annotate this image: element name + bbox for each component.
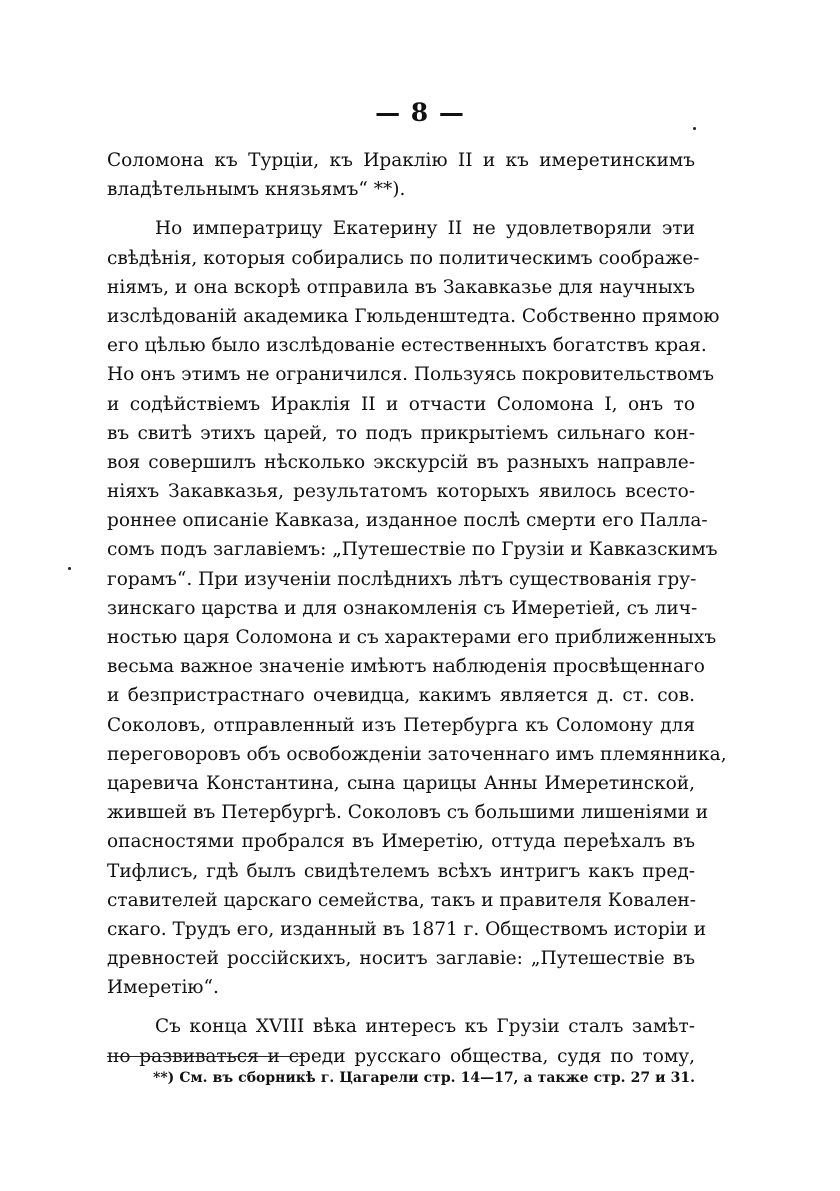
text-line: скаго. Трудъ его, изданный въ 1871 г. Обществомъ исторіи и: [107, 918, 707, 940]
text-line: владѣтельнымъ князьямъ“ **).: [107, 179, 406, 201]
text-line: ставителей царскаго семейства, такъ и правителя Ковален-: [107, 889, 696, 911]
text-line: сомъ подъ заглавіемъ: „Путешествіе по Грузіи и Кавказскимъ: [107, 539, 718, 561]
text-line: древностей россійскихъ, носитъ заглавіе: „Путешествіе въ: [107, 948, 695, 970]
text-line: ностью царя Соломона и съ характерами его приближенныхъ: [107, 627, 717, 648]
text-line: Тифлисъ, гдѣ былъ свидѣтелемъ всѣхъ интригъ какъ пред-: [107, 860, 695, 882]
footnote: **) См. въ сборникѣ г. Цагарели стр. 14—17, а также стр. 27 и 31.: [153, 1070, 695, 1086]
scan-speck: [68, 567, 71, 570]
text-line: изслѣдованій академика Гюльденштедта. Собственно прямою: [107, 305, 720, 327]
text-line: воя совершилъ нѣсколько экскурсій въ разныхъ направле-: [107, 451, 695, 473]
text-line: его цѣлью было изслѣдованіе естественныхъ богатствъ края.: [107, 335, 707, 357]
text-line: Съ конца XVIII вѣка интересъ къ Грузіи сталъ замѣт-: [155, 1016, 695, 1038]
text-line: опасностями пробрался въ Имеретію, оттуда переѣхалъ въ: [107, 831, 695, 853]
footnote-rule: [107, 1056, 305, 1057]
text-line: Соколовъ, отправленный изъ Петербурга къ Соломону для: [107, 714, 695, 736]
text-line: зинскаго царства и для ознакомленія съ Имеретіей, съ лич-: [107, 597, 698, 619]
text-line: царевича Константина, сына царицы Анны Имеретинской,: [107, 772, 695, 794]
text-line: Соломона къ Турціи, къ Ираклію II и къ имеретинскимъ: [107, 150, 695, 171]
text-line: жившей въ Петербургѣ. Соколовъ съ большими лишеніями и: [107, 802, 709, 824]
text-line: Но императрицу Екатерину II не удовлетворяли эти: [155, 218, 695, 240]
text-line: горамъ“. При изученіи послѣднихъ лѣтъ существованія гру-: [107, 568, 697, 590]
text-line: въ свитѣ этихъ царей, то подъ прикрытіемъ сильнаго кон-: [107, 422, 695, 444]
text-line: Имеретію“.: [107, 977, 219, 999]
text-line: и содѣйствіемъ Ираклія II и отчасти Соломона I, онъ то: [107, 393, 695, 415]
body-text: [107, 146, 727, 1071]
text-line: и безпристрастнаго очевидца, какимъ является д. ст. сов.: [107, 685, 695, 707]
text-line: ніяхъ Закавказья, результатомъ которыхъ явилось всесто-: [107, 481, 695, 503]
page-number: — 8 —: [375, 98, 465, 127]
text-line: Но онъ этимъ не ограничился. Пользуясь покровительствомъ: [107, 364, 714, 386]
text-line: весьма важное значеніе имѣютъ наблюденія просвѣщеннаго: [107, 656, 705, 678]
text-line: роннее описаніе Кавказа, изданное послѣ смерти его Палла-: [107, 510, 708, 532]
text-line: переговоровъ объ освобожденіи заточеннаго имъ племянника,: [107, 743, 727, 765]
text-line: но развиваться и среди русскаго общества, судя по тому,: [107, 1045, 695, 1067]
scan-speck: [693, 127, 696, 130]
text-line: ніямъ, и она вскорѣ отправила въ Закавказье для научныхъ: [107, 276, 695, 298]
text-line: свѣдѣнія, которыя собирались по политическимъ соображе-: [107, 247, 700, 269]
